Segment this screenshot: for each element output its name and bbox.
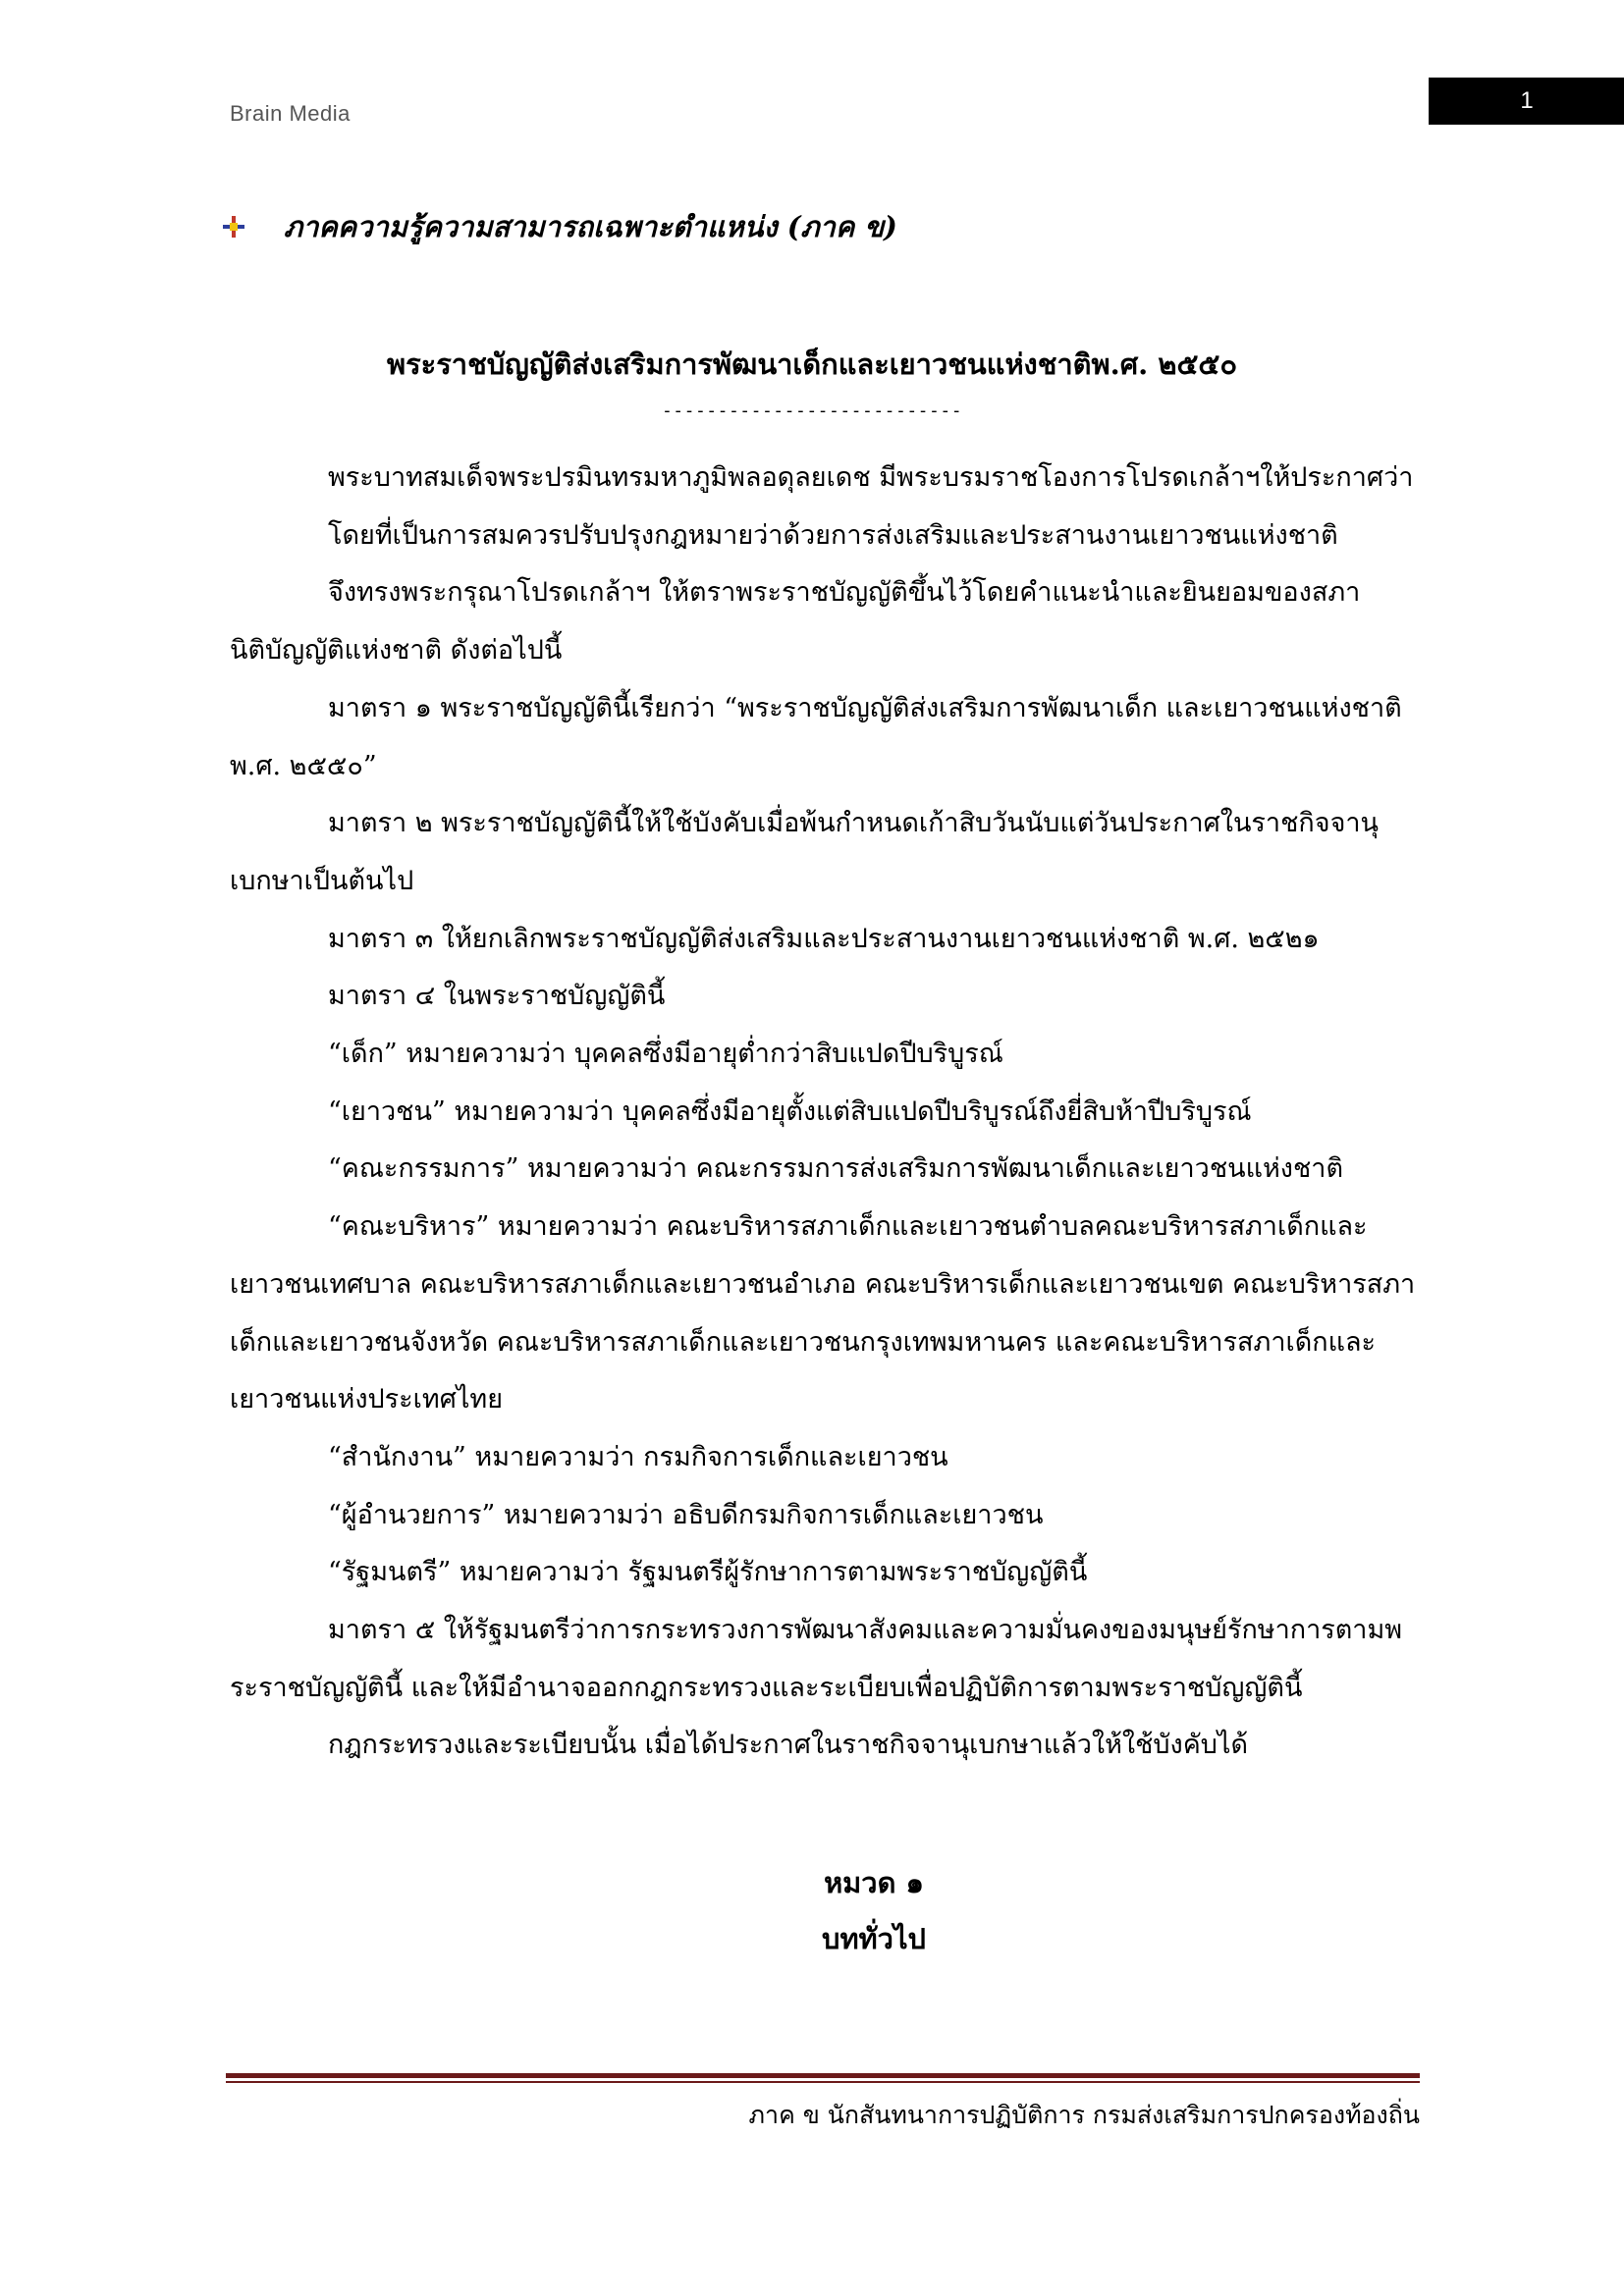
page-number: 1 <box>1429 78 1624 125</box>
paragraph: “คณะกรรมการ” หมายความว่า คณะกรรมการส่งเสริมการพัฒนาเด็กและเยาวชนแห่งชาติ <box>328 1153 1344 1185</box>
chapter-name: บททั่วไป <box>822 1922 926 1955</box>
paragraph: “สำนักงาน” หมายความว่า กรมกิจการเด็กและเยาวชน <box>328 1441 948 1472</box>
footer-text: ภาค ข นักสันทนาการปฏิบัติการ กรมส่งเสริมการปกครองท้องถิ่น <box>748 2101 1420 2129</box>
paragraph: “เยาวชน” หมายความว่า บุคคลซึ่งมีอายุตั้งแต่สิบแปดปีบริบูรณ์ถึงยี่สิบห้าปีบริบูรณ์ <box>328 1095 1252 1127</box>
paragraph: มาตรา ๕ ให้รัฐมนตรีว่าการกระทรวงการพัฒนาสังคมและความมั่นคงของมนุษย์รักษาการตามพระราชบัญญัตินี้ และให้มีอำนาจออกกฎกระทรวงและระเบียบเพื่อปฏิบัติการตามพระราชบัญญัตินี้ <box>230 1615 1403 1703</box>
bullet-cross-icon <box>223 216 244 238</box>
paragraph: จึงทรงพระกรุณาโปรดเกล้าฯ ให้ตราพระราชบัญญัติขึ้นไว้โดยคำแนะนำและยินยอมของสภานิติบัญญัติแห่งชาติ ดังต่อไปนี้ <box>230 577 1361 667</box>
brand-name: Brain Media <box>230 101 351 126</box>
paragraph: พระบาทสมเด็จพระปรมินทรมหาภูมิพลอดุลยเดช มีพระบรมราชโองการโปรดเกล้าฯให้ประกาศว่า <box>328 462 1414 493</box>
paragraph: โดยที่เป็นการสมควรปรับปรุงกฎหมายว่าด้วยการส่งเสริมและประสานงานเยาวชนแห่งชาติ <box>328 519 1338 551</box>
paragraph: มาตรา ๒ พระราชบัญญัตินี้ให้ใช้บังคับเมื่อพ้นกำหนดเก้าสิบวันนับแต่วันประกาศในราชกิจจานุเบกษาเป็นต้นไป <box>230 808 1380 896</box>
chapter-number: หมวด ๑ <box>824 1866 924 1899</box>
section-heading: ภาคความรู้ความสามารถเฉพาะตำแหน่ง (ภาค ข) <box>284 210 897 243</box>
paragraph: “ผู้อำนวยการ” หมายความว่า อธิบดีกรมกิจการเด็กและเยาวชน <box>328 1499 1044 1530</box>
paragraph: มาตรา ๓ ให้ยกเลิกพระราชบัญญัติส่งเสริมและประสานงานเยาวชนแห่งชาติ พ.ศ. ๒๕๒๑ <box>328 923 1320 954</box>
document-body <box>230 450 1422 1775</box>
section-heading-row <box>223 204 897 249</box>
paragraph: “รัฐมนตรี” หมายความว่า รัฐมนตรีผู้รักษาการตามพระราชบัญญัตินี้ <box>328 1557 1088 1588</box>
footer-rule <box>226 2073 1420 2078</box>
footer-rule-thin <box>226 2081 1420 2083</box>
paragraph: กฎกระทรวงและระเบียบนั้น เมื่อได้ประกาศในราชกิจจานุเบกษาแล้วให้ใช้บังคับได้ <box>328 1730 1249 1761</box>
paragraph: “เด็ก” หมายความว่า บุคคลซึ่งมีอายุต่ำกว่าสิบแปดปีบริบูรณ์ <box>328 1039 1003 1070</box>
paragraph: “คณะบริหาร” หมายความว่า คณะบริหารสภาเด็กและเยาวชนตำบลคณะบริหารสภาเด็กและเยาวชนเทศบาล คณะบริหารสภาเด็กและเยาวชนอำเภอ คณะบริหารเด็กและเยาวชนเขต คณะบริหารสภาเด็กและเยาวชนจังหวัด คณะบริหารสภาเด็กและเยาวชนกรุงเทพมหานคร และคณะบริหารสภาเด็กและเยาวชนแห่งประเทศไทย <box>230 1211 1416 1415</box>
paragraph: มาตรา ๔ ในพระราชบัญญัตินี้ <box>328 981 666 1012</box>
document-title: พระราชบัญญัติส่งเสริมการพัฒนาเด็กและเยาวชนแห่งชาติพ.ศ. ๒๕๕๐ <box>386 347 1238 381</box>
paragraph: มาตรา ๑ พระราชบัญญัตินี้เรียกว่า “พระราชบัญญัติส่งเสริมการพัฒนาเด็ก และเยาวชนแห่งชาติ พ.ศ. ๒๕๕๐” <box>230 692 1402 781</box>
title-divider: --------------------------- <box>661 400 963 421</box>
